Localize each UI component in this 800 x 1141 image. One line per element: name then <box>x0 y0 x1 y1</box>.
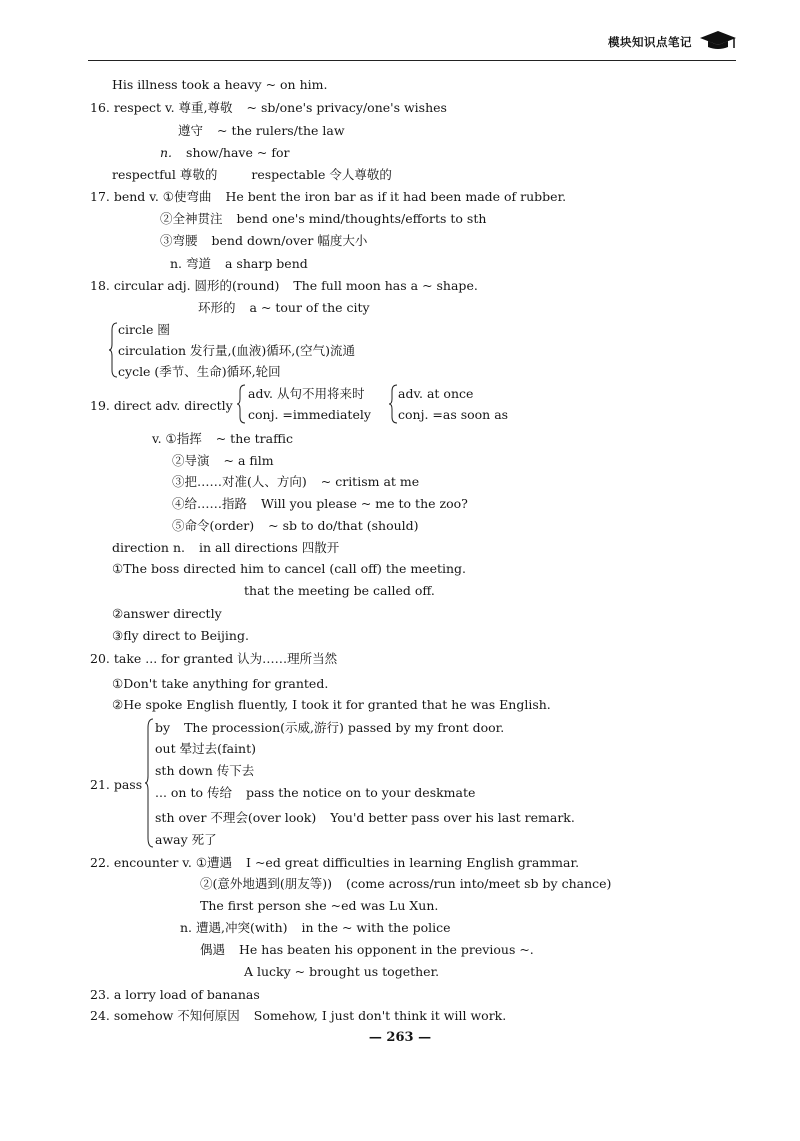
text-line: by The procession(示威,游行) passed by my front door. <box>155 720 505 735</box>
header-title: 模块知识点笔记 <box>608 35 692 49</box>
text-line: out 晕过去(faint) <box>155 741 256 756</box>
text-line: n. 遭遇,冲突(with) in the ~ with the police <box>180 920 451 935</box>
text-line: v. ①指挥 ~ the traffic <box>152 431 293 446</box>
text-line: respectful 尊敬的 respectable 令人尊敬的 <box>112 167 392 182</box>
text-line: ③把……对准(人、方向) ~ critism at me <box>172 474 420 489</box>
text-line: ①Don't take anything for granted. <box>112 676 329 691</box>
header-rule <box>88 60 736 61</box>
text-line: n. show/have ~ for <box>160 145 290 160</box>
entry-encounter: 22. encounter v. ①遭遇 I ~ed great difficulties in learning English grammar. <box>90 855 580 870</box>
brace-icon <box>144 718 154 848</box>
text-line: ... on to 传给 pass the notice on to your deskmate <box>155 785 476 800</box>
text-line: sth down 传下去 <box>155 763 255 778</box>
entry-direct: 19. direct adv. directly <box>90 398 233 413</box>
text-line: ③弯腰 bend down/over 幅度大小 <box>160 233 368 248</box>
text-line: direction n. in all directions 四散开 <box>112 540 340 555</box>
text-line: ②answer directly <box>112 606 222 621</box>
text-line: circle 圈 <box>118 322 170 337</box>
text-line: circulation 发行量,(血液)循环,(空气)流通 <box>118 343 356 358</box>
entry-bend: 17. bend v. ①使弯曲 He bent the iron bar as if it had been made of rubber. <box>90 189 567 204</box>
text-line: cycle (季节、生命)循环,轮回 <box>118 364 281 379</box>
text-line: 偶遇 He has beaten his opponent in the previous ~. <box>200 942 534 957</box>
brace-icon <box>236 384 246 424</box>
text-line: adv. at once <box>398 386 474 401</box>
text-line: ④给……指路 Will you please ~ me to the zoo? <box>172 496 468 511</box>
text-line: that the meeting be called off. <box>244 583 435 598</box>
text-line: n. 弯道 a sharp bend <box>170 256 308 271</box>
text-line: ②全神贯注 bend one's mind/thoughts/efforts to sth <box>160 211 487 226</box>
text-line: away 死了 <box>155 832 217 847</box>
graduation-cap-icon <box>698 28 738 52</box>
text-line: ②(意外地遇到(朋友等)) (come across/run into/meet sb by chance) <box>200 876 612 891</box>
text-line: sth over 不理会(over look) You'd better pass over his last remark. <box>155 810 575 825</box>
text-line: adv. 从句不用将来时 <box>248 386 365 401</box>
entry-pass: 21. pass <box>90 777 143 792</box>
page-number: — 263 — <box>368 1030 432 1045</box>
text-line: His illness took a heavy ~ on him. <box>112 77 328 92</box>
text-line: A lucky ~ brought us together. <box>244 964 440 979</box>
text-line: 遵守 ~ the rulers/the law <box>178 123 345 138</box>
text-line: ③fly direct to Beijing. <box>112 628 249 643</box>
text-line: ②导演 ~ a film <box>172 453 274 468</box>
text-line: conj. =immediately <box>248 407 371 422</box>
text-line: ①The boss directed him to cancel (call off) the meeting. <box>112 561 467 576</box>
entry-somehow: 24. somehow 不知何原因 Somehow, I just don't think it will work. <box>90 1008 507 1023</box>
entry-take-for-granted: 20. take ... for granted 认为……理所当然 <box>90 651 338 666</box>
text-line: ⑤命令(order) ~ sb to do/that (should) <box>172 518 419 533</box>
entry-circular: 18. circular adj. 圆形的(round) The full moon has a ~ shape. <box>90 278 478 293</box>
brace-icon <box>388 384 398 424</box>
entry-respect: 16. respect v. 尊重,尊敬 ~ sb/one's privacy/one's wishes <box>90 100 447 115</box>
text-line: ②He spoke English fluently, I took it for granted that he was English. <box>112 697 551 712</box>
text-line: The first person she ~ed was Lu Xun. <box>200 898 439 913</box>
entry-lorry: 23. a lorry load of bananas <box>90 987 260 1002</box>
text-line: conj. =as soon as <box>398 407 509 422</box>
text-line: 环形的 a ~ tour of the city <box>198 300 370 315</box>
brace-icon <box>108 322 118 378</box>
